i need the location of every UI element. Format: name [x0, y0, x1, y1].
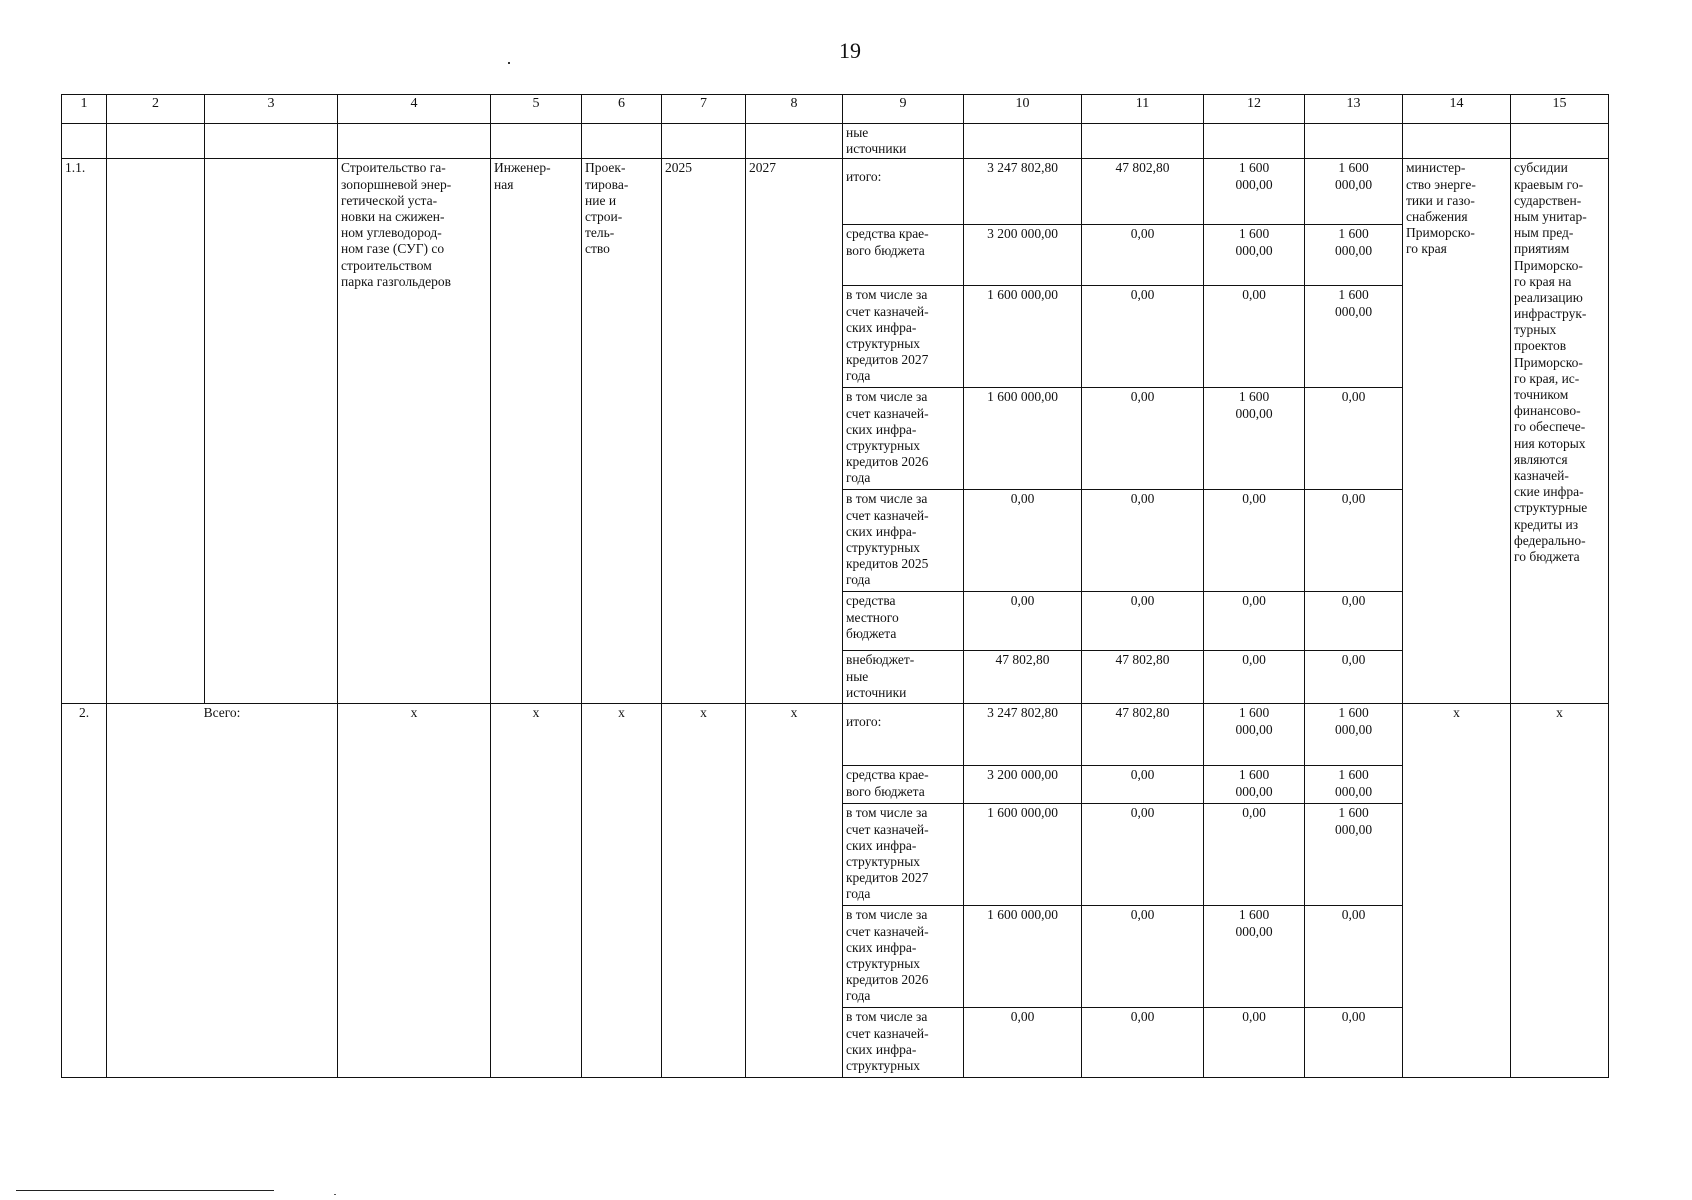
value-2026-text: 0,00	[1242, 652, 1266, 668]
value-2027	[1305, 1008, 1403, 1078]
empty-cell	[107, 159, 205, 704]
empty-cell	[205, 159, 338, 704]
value-2025	[1082, 804, 1204, 906]
column-number-1-text: 1	[80, 96, 88, 111]
source-cell-text: средства крае- вого бюджета	[846, 226, 929, 258]
value-total	[964, 490, 1082, 592]
scan-dot	[508, 62, 510, 64]
source-cell-text: итого:	[846, 714, 882, 730]
value-total	[964, 704, 1082, 766]
note-text: субсидии краевым го- сударствен- ным унитар- ным пред- приятиям Приморско- го края на реализацию инфраструк- турных проектов Приморско- го края, ис- точником финансово- го обеспече- ния которых являются казначей- ские инфра- структурные кредиты из федерально- го бюджета	[1514, 160, 1588, 564]
source-cell	[843, 804, 964, 906]
value-2027	[1305, 766, 1403, 804]
value-2026-text: 0,00	[1242, 593, 1266, 609]
page-number: 19	[839, 38, 861, 63]
source-cell	[843, 225, 964, 286]
column-number-6-text: 6	[618, 96, 625, 111]
value-2025	[1082, 159, 1204, 225]
column-number-8-text: 8	[790, 96, 798, 111]
value-2026-text: 1 600 000,00	[1235, 226, 1273, 258]
empty-cell	[662, 124, 746, 159]
column-number-3-text: 3	[267, 96, 275, 111]
column-number-4-text: 4	[410, 96, 418, 111]
type-x-text: х	[532, 705, 540, 721]
start-x-text: х	[700, 705, 707, 721]
value-2025	[1082, 388, 1204, 490]
responsible-x	[1403, 704, 1511, 1078]
column-number-2	[107, 95, 205, 124]
empty-cell	[1305, 124, 1403, 159]
source-cell	[843, 592, 964, 651]
value-total-text: 1 600 000,00	[987, 805, 1058, 821]
empty-cell	[1511, 124, 1609, 159]
source-cell	[843, 651, 964, 704]
note	[1511, 159, 1609, 704]
continuation-row	[62, 124, 1609, 159]
end-year-text: 2027	[749, 160, 776, 176]
column-number-7	[662, 95, 746, 124]
value-total-text: 3 247 802,80	[987, 160, 1058, 176]
column-number-15	[1511, 95, 1609, 124]
column-number-5	[491, 95, 582, 124]
value-2027	[1305, 490, 1403, 592]
source-cell	[843, 124, 964, 159]
value-total-text: 3 200 000,00	[987, 767, 1058, 783]
source-cell	[843, 906, 964, 1008]
header-row	[62, 95, 1609, 124]
column-number-12	[1204, 95, 1305, 124]
column-number-10	[964, 95, 1082, 124]
value-2027	[1305, 159, 1403, 225]
value-total-text: 0,00	[1010, 1009, 1035, 1025]
column-number-9-text: 9	[899, 96, 907, 111]
value-2025-text: 0,00	[1130, 491, 1155, 507]
value-2026	[1204, 286, 1305, 388]
type-x	[491, 704, 582, 1078]
note-x	[1511, 704, 1609, 1078]
value-2025	[1082, 286, 1204, 388]
value-2027	[1305, 286, 1403, 388]
work-stage	[582, 159, 662, 704]
source-cell-text: средства крае- вого бюджета	[846, 767, 929, 799]
source-cell	[843, 388, 964, 490]
value-total-text: 0,00	[1010, 491, 1035, 507]
work-stage-text: Проек- тирова- ние и строи- тель- ство	[585, 160, 629, 257]
value-2025	[1082, 1008, 1204, 1078]
value-2026	[1204, 592, 1305, 651]
total-label	[107, 704, 338, 1078]
column-number-14	[1403, 95, 1511, 124]
value-total-text: 1 600 000,00	[987, 287, 1058, 303]
value-2025-text: 0,00	[1130, 389, 1155, 405]
value-2026-text: 0,00	[1242, 1009, 1266, 1025]
column-number-13	[1305, 95, 1403, 124]
object-x-text: х	[410, 705, 418, 721]
value-2026	[1204, 490, 1305, 592]
value-2026-text: 0,00	[1242, 287, 1266, 303]
value-total	[964, 1008, 1082, 1078]
source-cell-text: средства местного бюджета	[846, 593, 899, 641]
item-1-row	[62, 159, 1609, 225]
value-total	[964, 804, 1082, 906]
value-2027-text: 1 600 000,00	[1334, 226, 1373, 258]
value-2027-text: 0,00	[1341, 593, 1366, 609]
value-total	[964, 159, 1082, 225]
value-2027-text: 0,00	[1341, 491, 1366, 507]
column-number-7-text: 7	[700, 96, 707, 111]
value-2026-text: 1 600 000,00	[1235, 389, 1273, 421]
object-name	[338, 159, 491, 704]
value-2026-text: 1 600 000,00	[1235, 907, 1273, 939]
value-2026	[1204, 388, 1305, 490]
total-row	[62, 704, 1609, 766]
column-number-15-text: 15	[1552, 96, 1567, 111]
column-number-3	[205, 95, 338, 124]
object-name-text: Строительство га- зопоршневой энер- гетической уста- новки на сжижен- ном углеводород- ном газе (СУГ) со строительством парка газгольдеров	[341, 160, 452, 289]
value-2025-text: 0,00	[1130, 805, 1155, 821]
source-cell-text: в том числе за счет казначей- ских инфра- структурных	[846, 1009, 929, 1073]
value-2026-text: 1 600 000,00	[1235, 705, 1273, 737]
empty-cell	[1082, 124, 1204, 159]
value-2027-text: 1 600 000,00	[1334, 767, 1373, 799]
empty-cell	[338, 124, 491, 159]
value-2027-text: 1 600 000,00	[1334, 705, 1373, 737]
value-2026	[1204, 1008, 1305, 1078]
source-cell	[843, 1008, 964, 1078]
source-cell	[843, 286, 964, 388]
empty-cell	[1204, 124, 1305, 159]
value-2025	[1082, 651, 1204, 704]
end-x	[746, 704, 843, 1078]
object-type	[491, 159, 582, 704]
empty-cell	[491, 124, 582, 159]
financing-table	[61, 94, 1609, 1078]
value-2026	[1204, 159, 1305, 225]
value-2027	[1305, 804, 1403, 906]
source-cell-text: внебюджет- ные источники	[846, 652, 915, 700]
value-2025-text: 47 802,80	[1115, 705, 1170, 721]
start-year	[662, 159, 746, 704]
value-total-text: 0,00	[1010, 593, 1035, 609]
value-2026	[1204, 651, 1305, 704]
source-cell	[843, 704, 964, 766]
column-number-5-text: 5	[532, 96, 540, 111]
note-x-text: х	[1556, 705, 1563, 721]
value-2027-text: 0,00	[1341, 907, 1366, 923]
value-2026	[1204, 704, 1305, 766]
empty-cell	[964, 124, 1082, 159]
value-total-text: 3 247 802,80	[987, 705, 1058, 721]
item-number-text: 1.1.	[65, 160, 86, 176]
value-2025-text: 0,00	[1130, 767, 1155, 783]
value-total-text: 3 200 000,00	[987, 226, 1058, 242]
value-2027	[1305, 906, 1403, 1008]
source-cell-text: в том числе за счет казначей- ских инфра- структурных кредитов 2027 года	[846, 805, 929, 902]
empty-cell	[582, 124, 662, 159]
responsible-body-text: министер- ство энерге- тики и газо- снабжения Приморско- го края	[1406, 160, 1476, 257]
value-2025-text: 0,00	[1130, 226, 1155, 242]
total-label-text: Всего:	[203, 705, 241, 721]
value-2026-text: 1 600 000,00	[1235, 160, 1273, 192]
start-year-text: 2025	[665, 160, 692, 176]
value-2027	[1305, 704, 1403, 766]
column-number-11	[1082, 95, 1204, 124]
value-total	[964, 225, 1082, 286]
value-total	[964, 286, 1082, 388]
value-2027-text: 0,00	[1341, 652, 1366, 668]
column-number-14-text: 14	[1449, 96, 1464, 111]
value-2027-text: 1 600 000,00	[1334, 805, 1373, 837]
source-cell-text: в том числе за счет казначей- ских инфра- структурных кредитов 2026 года	[846, 389, 929, 486]
value-2025	[1082, 490, 1204, 592]
value-2027-text: 1 600 000,00	[1334, 287, 1373, 319]
value-2026	[1204, 804, 1305, 906]
source-cell-text: в том числе за счет казначей- ских инфра- структурных кредитов 2027 года	[846, 287, 929, 384]
value-total-text: 47 802,80	[995, 652, 1050, 668]
value-2027	[1305, 651, 1403, 704]
value-total	[964, 766, 1082, 804]
value-total-text: 1 600 000,00	[987, 907, 1058, 923]
value-total-text: 1 600 000,00	[987, 389, 1058, 405]
end-x-text: х	[790, 705, 798, 721]
value-2025-text: 0,00	[1130, 907, 1155, 923]
column-number-6	[582, 95, 662, 124]
value-total	[964, 388, 1082, 490]
value-2025	[1082, 225, 1204, 286]
value-2027	[1305, 388, 1403, 490]
value-total	[964, 906, 1082, 1008]
footnote-rule	[16, 1190, 274, 1191]
value-2027-text: 0,00	[1341, 389, 1366, 405]
empty-cell	[205, 124, 338, 159]
column-number-10-text: 10	[1015, 96, 1030, 111]
source-cell	[843, 159, 964, 225]
column-number-9	[843, 95, 964, 124]
object-type-text: Инженер- ная	[494, 160, 551, 192]
column-number-8	[746, 95, 843, 124]
value-2025	[1082, 704, 1204, 766]
source-cell	[843, 766, 964, 804]
value-2026	[1204, 225, 1305, 286]
object-x	[338, 704, 491, 1078]
source-cell	[843, 490, 964, 592]
column-number-1	[62, 95, 107, 124]
column-number-11-text: 11	[1135, 96, 1150, 111]
scan-dot	[334, 1194, 336, 1195]
start-x	[662, 704, 746, 1078]
value-2025-text: 0,00	[1130, 287, 1155, 303]
empty-cell	[1403, 124, 1511, 159]
responsible-x-text: х	[1453, 705, 1460, 721]
source-cell-text: в том числе за счет казначей- ских инфра- структурных кредитов 2025 года	[846, 491, 929, 588]
value-2025	[1082, 906, 1204, 1008]
empty-cell	[62, 124, 107, 159]
end-year	[746, 159, 843, 704]
column-number-2-text: 2	[152, 96, 159, 111]
empty-cell	[107, 124, 205, 159]
stage-x	[582, 704, 662, 1078]
value-2027	[1305, 225, 1403, 286]
source-cell-text: итого:	[846, 169, 882, 185]
value-2026	[1204, 766, 1305, 804]
stage-x-text: х	[618, 705, 625, 721]
item-number	[62, 159, 107, 704]
value-2025-text: 0,00	[1130, 1009, 1155, 1025]
value-2026-text: 0,00	[1242, 805, 1266, 821]
value-2026-text: 0,00	[1242, 491, 1266, 507]
value-2025-text: 47 802,80	[1115, 652, 1170, 668]
column-number-4	[338, 95, 491, 124]
total-number	[62, 704, 107, 1078]
value-2026	[1204, 906, 1305, 1008]
column-number-12-text: 12	[1247, 96, 1261, 111]
value-2027-text: 0,00	[1341, 1009, 1366, 1025]
column-number-13-text: 13	[1346, 96, 1361, 111]
value-total	[964, 651, 1082, 704]
value-2026-text: 1 600 000,00	[1235, 767, 1273, 799]
empty-cell	[746, 124, 843, 159]
value-2025-text: 47 802,80	[1115, 160, 1170, 176]
source-cell-text: ные источники	[846, 125, 907, 157]
source-cell-text: в том числе за счет казначей- ских инфра- структурных кредитов 2026 года	[846, 907, 929, 1004]
value-2025	[1082, 766, 1204, 804]
value-total	[964, 592, 1082, 651]
responsible-body	[1403, 159, 1511, 704]
total-number-text: 2.	[78, 705, 90, 721]
value-2025-text: 0,00	[1130, 593, 1155, 609]
value-2027	[1305, 592, 1403, 651]
value-2027-text: 1 600 000,00	[1334, 160, 1373, 192]
value-2025	[1082, 592, 1204, 651]
